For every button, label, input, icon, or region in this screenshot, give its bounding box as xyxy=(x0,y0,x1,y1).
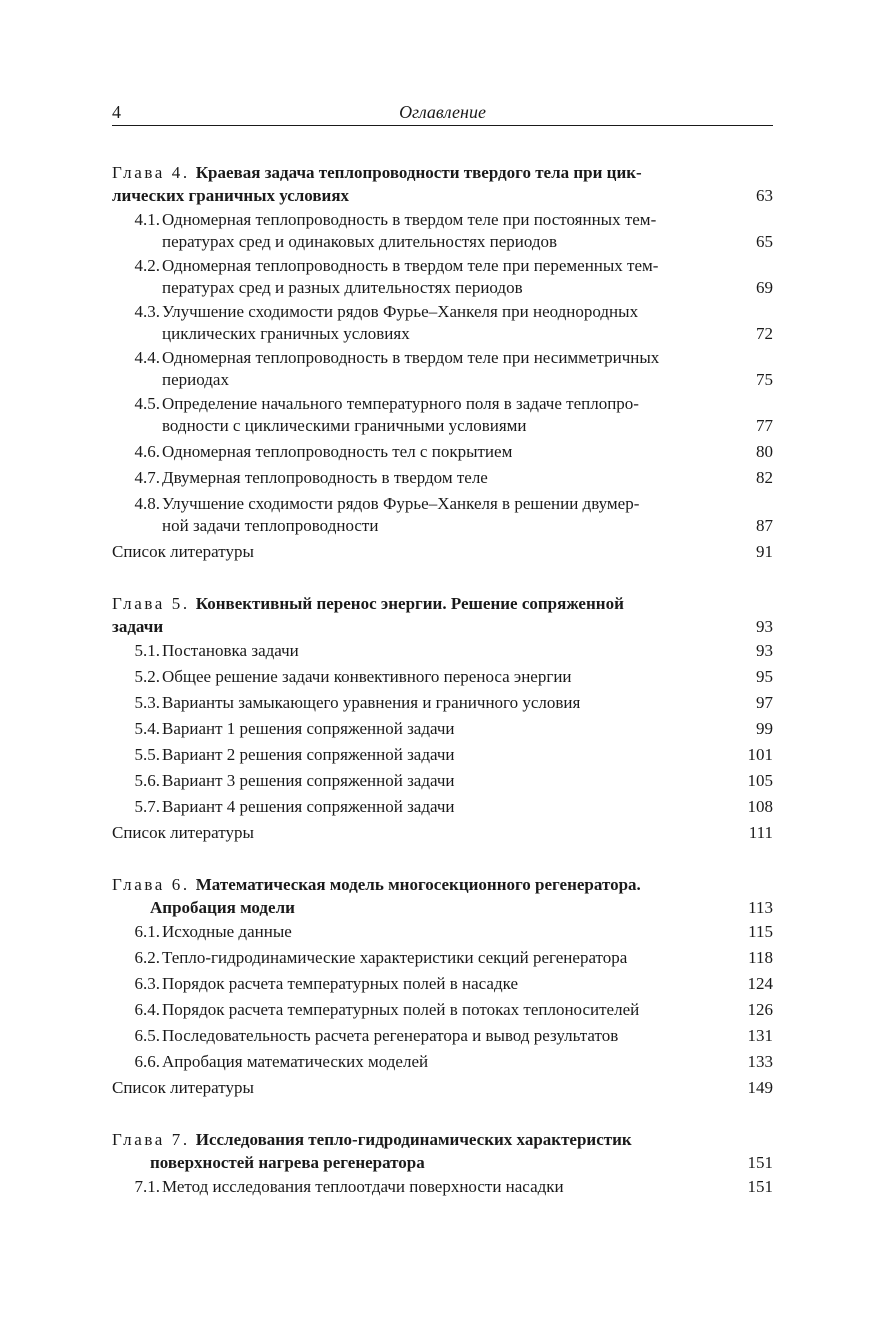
toc-entry-4-5: 4.5. Определение начального температурного поля в задаче теплопро- водности с циклическими граничными условиями 77 xyxy=(134,394,773,435)
toc-entry-6-2: 6.2. Тепло-гидродинамические характеристики секций регенератора 118 xyxy=(134,948,773,967)
toc-entry-5-5: 5.5. Вариант 2 решения сопряженной задачи 101 xyxy=(134,745,773,764)
running-title: Оглавление xyxy=(399,102,486,122)
chapter-label: Глава 6. xyxy=(112,875,190,894)
header-rule xyxy=(112,125,773,126)
chapter-page: 151 xyxy=(747,1153,773,1172)
chapter-5 xyxy=(112,592,773,846)
toc-entry-5-1: 5.1. Постановка задачи 93 xyxy=(134,641,773,660)
toc-entry-4-3: 4.3. Улучшение сходимости рядов Фурье–Ханкеля при неоднородных циклических граничных условиях 72 xyxy=(134,302,773,343)
chapter-title: Краевая задача теплопроводности твердого тела при цик- xyxy=(195,163,642,182)
toc-entry-5-4: 5.4. Вариант 1 решения сопряженной задачи 99 xyxy=(134,719,773,738)
chapter-6 xyxy=(112,873,773,1101)
chapter-page: 113 xyxy=(748,898,773,917)
toc-entry-5-3: 5.3. Варианты замыкающего уравнения и граничного условия 97 xyxy=(134,693,773,712)
toc-entry-6-6: 6.6. Апробация математических моделей 133 xyxy=(134,1052,773,1071)
chapter-label: Глава 4. xyxy=(112,163,190,182)
chapter-title-cont: Апробация модели xyxy=(150,898,295,917)
literature-entry-4: Список литературы 91 xyxy=(112,542,773,561)
toc-entry-6-1: 6.1. Исходные данные 115 xyxy=(134,922,773,941)
chapter-7 xyxy=(112,1128,773,1200)
chapter-page: 63 xyxy=(756,186,773,205)
toc-entry-6-3: 6.3. Порядок расчета температурных полей в насадке 124 xyxy=(134,974,773,993)
chapter-title: Конвективный перенос энергии. Решение сопряженной xyxy=(195,594,624,613)
literature-entry-6: Список литературы 149 xyxy=(112,1078,773,1097)
literature-entry-5: Список литературы 111 xyxy=(112,823,773,842)
toc-entry-7-1: 7.1. Метод исследования теплоотдачи поверхности насадки 151 xyxy=(134,1177,773,1196)
chapter-label: Глава 7. xyxy=(112,1130,190,1149)
chapter-4 xyxy=(112,161,773,565)
chapter-title-cont: задачи xyxy=(112,617,164,636)
toc-entry-4-7: 4.7. Двумерная теплопроводность в твердом теле 82 xyxy=(134,468,773,487)
toc-entry-6-4: 6.4. Порядок расчета температурных полей в потоках теплоносителей 126 xyxy=(134,1000,773,1019)
chapter-label: Глава 5. xyxy=(112,594,190,613)
chapter-title-cont: поверхностей нагрева регенератора xyxy=(150,1153,425,1172)
chapter-title: Исследования тепло-гидродинамических характеристик xyxy=(195,1130,632,1149)
toc-entry-4-2: 4.2. Одномерная теплопроводность в твердом теле при переменных тем- пературах сред и разных длительностях периодов 69 xyxy=(134,256,773,297)
chapter-page: 93 xyxy=(756,617,773,636)
page-number: 4 xyxy=(112,102,121,122)
toc-entry-4-1: 4.1. Одномерная теплопроводность в твердом теле при постоянных тем- пературах сред и одинаковых длительностях периодов 65 xyxy=(134,210,773,251)
toc-entry-4-6: 4.6. Одномерная теплопроводность тел с покрытием 80 xyxy=(134,442,773,461)
running-head xyxy=(112,102,773,124)
toc-entry-4-4: 4.4. Одномерная теплопроводность в твердом теле при несимметричных периодах 75 xyxy=(134,348,773,389)
toc-entry-6-5: 6.5. Последовательность расчета регенератора и вывод результатов 131 xyxy=(134,1026,773,1045)
toc-entry-5-7: 5.7. Вариант 4 решения сопряженной задачи 108 xyxy=(134,797,773,816)
table-of-contents xyxy=(112,161,773,1200)
toc-entry-5-6: 5.6. Вариант 3 решения сопряженной задачи 105 xyxy=(134,771,773,790)
toc-entry-5-2: 5.2. Общее решение задачи конвективного переноса энергии 95 xyxy=(134,667,773,686)
toc-entry-4-8: 4.8. Улучшение сходимости рядов Фурье–Ханкеля в решении двумер- ной задачи теплопроводности 87 xyxy=(134,494,773,535)
chapter-title: Математическая модель многосекционного регенератора. xyxy=(195,875,641,894)
chapter-title-cont: лических граничных условиях xyxy=(112,186,350,205)
